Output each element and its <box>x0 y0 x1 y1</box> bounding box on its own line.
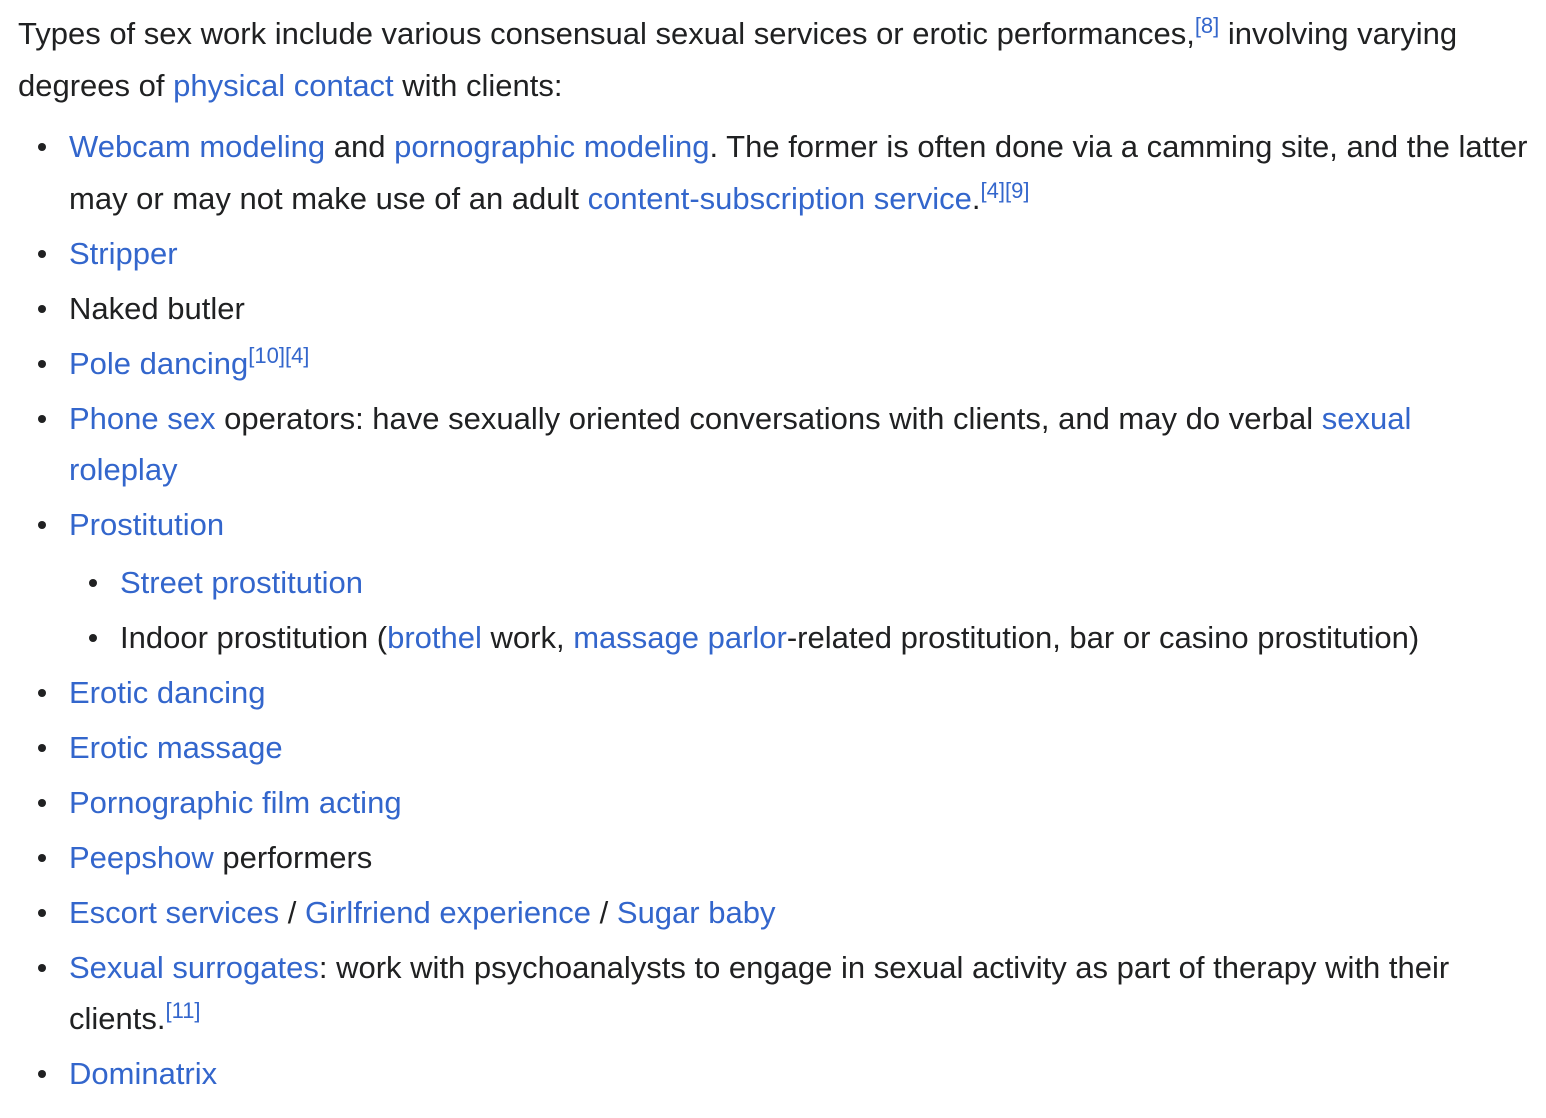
link-peepshow[interactable]: Peepshow <box>69 839 214 875</box>
link-sexual-roleplay[interactable]: sexual roleplay <box>69 400 1412 487</box>
citation-10[interactable] <box>248 343 285 368</box>
citation-10-link[interactable]: [10] <box>248 342 285 368</box>
link-webcam-modeling[interactable]: Webcam modeling <box>69 129 326 164</box>
text-naked-butler: Naked butler <box>69 290 245 326</box>
list-item-pole-dancing <box>69 338 1528 390</box>
link-massage-parlor[interactable]: massage parlor <box>573 619 787 655</box>
prostitution-sublist <box>69 557 1528 664</box>
link-brothel[interactable]: brothel <box>387 619 482 655</box>
link-physical-contact[interactable]: physical contact <box>173 67 394 103</box>
list-item-pornographic-film-acting <box>69 777 1528 829</box>
link-prostitution[interactable]: Prostitution <box>69 507 225 542</box>
list-item-dominatrix <box>69 1048 1528 1100</box>
text-and: and <box>325 129 395 164</box>
link-stripper[interactable]: Stripper <box>69 235 178 271</box>
list-item-webcam <box>69 121 1528 224</box>
link-escort-services[interactable]: Escort services <box>69 894 280 930</box>
list-item-stripper <box>69 228 1528 280</box>
text-separator-2: / <box>591 894 617 930</box>
article-body <box>18 8 1528 1103</box>
intro-text-1: Types of sex work include various consensual sexual services or erotic performances, <box>18 16 1195 51</box>
citation-4[interactable] <box>981 178 1005 203</box>
list-item-phone-sex <box>69 393 1528 496</box>
intro-text-2: involving varying degrees of <box>18 16 1458 103</box>
citation-9-link[interactable]: [9] <box>1004 177 1030 203</box>
link-girlfriend-experience[interactable]: Girlfriend experience <box>305 894 592 930</box>
list-item-naked-butler <box>69 283 1528 335</box>
citation-9[interactable] <box>1005 178 1029 203</box>
text-related-prostitution: -related prostitution, bar or casino prostitution) <box>786 619 1420 655</box>
text-phone-sex-description: operators: have sexually oriented conversations with clients, and may do verbal <box>215 400 1322 436</box>
link-pornographic-film-acting[interactable]: Pornographic film acting <box>69 784 402 820</box>
list-item-prostitution <box>69 499 1528 663</box>
intro-text-3: with clients: <box>393 67 563 103</box>
link-sexual-surrogates[interactable]: Sexual surrogates <box>69 949 319 985</box>
intro-paragraph <box>18 8 1528 111</box>
text-separator-1: / <box>279 894 306 930</box>
link-street-prostitution[interactable]: Street prostitution <box>120 564 363 600</box>
link-erotic-dancing[interactable]: Erotic dancing <box>69 674 266 710</box>
text-surrogates-description: : work with psychoanalysts to engage in sexual activity as part of therapy with their clients. <box>69 949 1450 1036</box>
text-period: . <box>971 180 981 216</box>
list-item-escort-services <box>69 887 1528 939</box>
text-work: work, <box>481 619 574 655</box>
list-item-indoor-prostitution <box>120 612 1528 664</box>
link-pole-dancing[interactable]: Pole dancing <box>69 345 249 381</box>
link-sugar-baby[interactable]: Sugar baby <box>616 894 776 930</box>
list-item-peepshow <box>69 832 1528 884</box>
citation-4-second[interactable] <box>285 343 309 368</box>
citation-11-link[interactable]: [11] <box>165 998 201 1023</box>
citation-11[interactable] <box>165 998 200 1023</box>
text-indoor-prostitution: Indoor prostitution ( <box>120 619 388 655</box>
text-webcam-description: . The former is often done via a camming site, and the latter may or may not make use of an adult <box>69 129 1528 216</box>
citation-4-second-link[interactable]: [4] <box>284 342 310 368</box>
link-dominatrix[interactable]: Dominatrix <box>69 1056 218 1091</box>
list-item-sexual-surrogates <box>69 942 1528 1045</box>
citation-8[interactable] <box>1195 13 1219 38</box>
citation-8-link[interactable]: [8] <box>1194 13 1220 38</box>
citation-4-link[interactable]: [4] <box>980 177 1005 203</box>
text-performers: performers <box>213 839 373 875</box>
list-item-erotic-dancing <box>69 667 1528 719</box>
link-pornographic-modeling[interactable]: pornographic modeling <box>394 129 710 164</box>
link-content-subscription-service[interactable]: content-subscription service <box>587 180 972 216</box>
link-phone-sex[interactable]: Phone sex <box>69 400 216 436</box>
list-item-erotic-massage <box>69 722 1528 774</box>
sex-work-types-list <box>18 121 1528 1100</box>
list-item-street-prostitution <box>120 557 1528 609</box>
link-erotic-massage[interactable]: Erotic massage <box>69 729 283 765</box>
